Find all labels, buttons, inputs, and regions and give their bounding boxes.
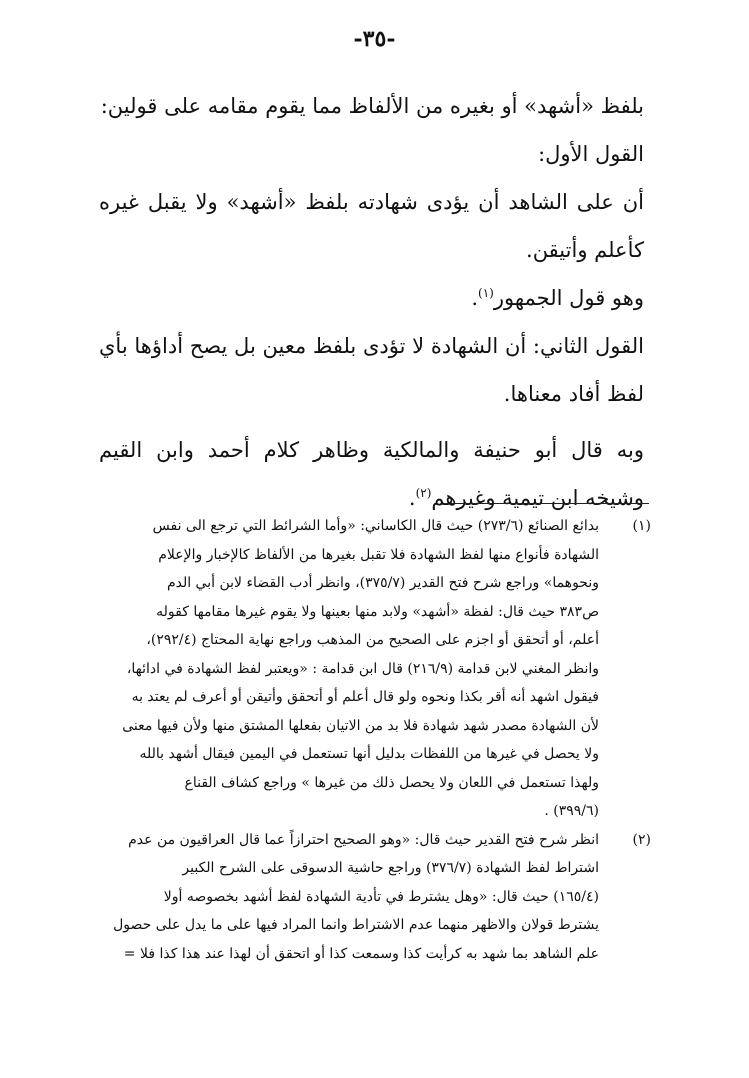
footnote-2 <box>96 826 651 969</box>
main-text <box>99 82 644 522</box>
footnote-line: وانظر المغني لابن قدامة (٢١٦/٩) قال ابن قدامة : «ويعتبر لفظ الشهادة في ادائها، <box>126 660 599 677</box>
footnote-separator <box>451 503 649 504</box>
footnote-number: (١) <box>632 518 651 534</box>
footnote-text <box>96 826 599 969</box>
paragraph-second-opinion: القول الثاني: أن الشهادة لا تؤدى بلفظ معين بل يصح أداؤها بأي لفظ أفاد معناها. <box>99 334 644 406</box>
majority-end-dot: . <box>471 286 478 310</box>
footnote-line: يشترط قولان والاظهر منهما عدم الاشتراط وانما المراد فيها على ما يدل على حصول <box>113 917 599 933</box>
footnote-ref-2: (٢) <box>415 486 432 500</box>
supporters-end-dot: . <box>408 486 416 510</box>
footnote-line: بدائع الصنائع (٢٧٣/٦) حيث قال الكاساني: «وأما الشرائط التي ترجع الى نفس <box>152 518 599 534</box>
paragraph-supporters <box>99 426 644 522</box>
paragraph-intro: بلفظ «أشهد» أو بغيره من الألفاظ مما يقوم مقامه على قولين: <box>100 94 644 118</box>
footnotes <box>96 512 651 968</box>
footnote-number: (٢) <box>632 831 651 848</box>
paragraph-first-opinion-heading: القول الأول: <box>538 142 644 166</box>
supporters-text: وبه قال أبو حنيفة والمالكية وظاهر كلام أحمد وابن القيم وشيخه ابن تيمية وغيرهم <box>99 438 644 510</box>
paragraph-majority <box>99 274 644 322</box>
footnote-line: ولهذا تستعمل في اللعان ولا يحصل ذلك من غيرها » وراجع كشاف القناع <box>184 774 599 791</box>
footnote-1 <box>96 512 651 826</box>
footnote-line: ولا يحصل في غيرها من اللفظات بدليل أنها تستعمل في اليمين فيقال أشهد بالله <box>139 746 599 762</box>
footnote-ref-1: (١) <box>478 286 494 300</box>
footnote-line: فيقول اشهد أنه أقر بكذا ونحوه ولو قال أعلم أو أتحقق وأتيقن أو أعرف لم يعتد به <box>131 689 599 705</box>
footnote-line: لأن الشهادة مصدر شهد شهادة فلا بد من الاتيان بفعلها المشتق منها ولأن فيها معنى <box>122 717 599 734</box>
footnote-line: الشهادة فأنواع منها لفظ الشهادة فلا تقبل بغيرها من الألفاظ كالإخبار والإعلام <box>158 546 599 563</box>
footnote-line: (١٦٥/٤) حيث قال: «وهل يشترط في تأدية الشهادة لفظ أشهد بخصوصه أولا <box>163 888 599 905</box>
footnote-line: ص٣٨٣ حيث قال: لفظة «أشهد» ولابد منها بعينها ولا يقوم غيرها مقامها كقوله <box>156 603 599 620</box>
footnote-line: علم الشاهد بما شهد به كرأيت كذا وسمعت كذا أو اتحقق أن لهذا عند هذا كذا فلا = <box>123 945 599 962</box>
footnote-line: (٣٩٩/٦) . <box>544 803 599 819</box>
footnote-text <box>96 512 599 826</box>
page-number: -٣٥- <box>353 26 396 52</box>
footnote-line: ونحوهما» وراجع شرح فتح القدير (٣٧٥/٧)، وانظر أدب القضاء لابن أبي الدم <box>166 575 599 591</box>
footnote-line: اشتراط لفظ الشهادة (٣٧٦/٧) وراجع حاشية الدسوقى على الشرح الكبير <box>182 860 599 876</box>
footnote-line: أعلم، أو أتحقق أو اجزم على الصحيح من المذهب وراجع نهاية المحتاج (٢٩٢/٤)، <box>146 632 599 648</box>
footnote-line: انظر شرح فتح القدير حيث قال: «وهو الصحيح احترازاً عما قال العراقيون من عدم <box>128 831 599 848</box>
majority-text: وهو قول الجمهور <box>493 286 644 310</box>
paragraph-first-opinion: أن على الشاهد أن يؤدى شهادته بلفظ «أشهد» ولا يقبل غيره كأعلم وأتيقن. <box>99 190 644 262</box>
